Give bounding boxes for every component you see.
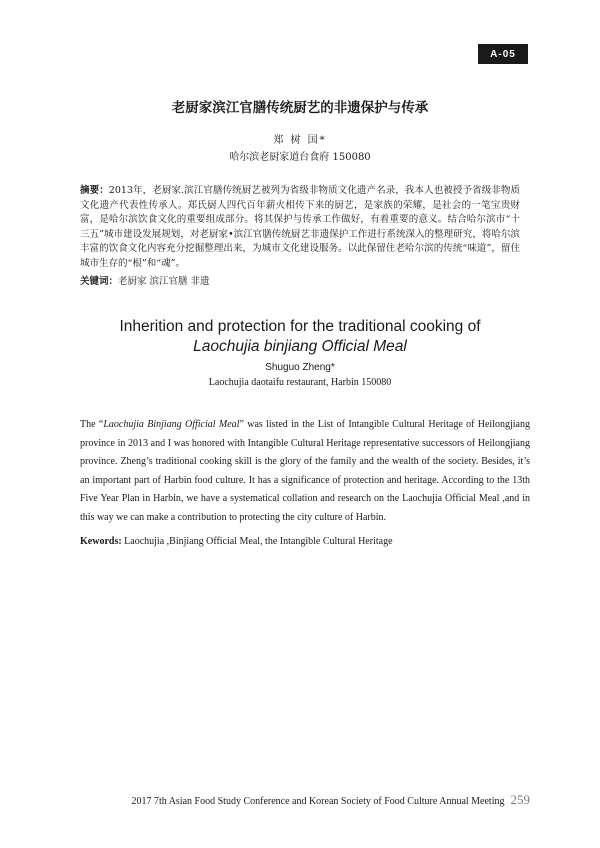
english-abstract-body: ” was listed in the List of Intangible Cultural Heritage of Heilongjiang province in 2013 and I was honored with Intangible Cultural Heritage representative successors of Heilongjiang province. Zheng’s traditional cooking skill is the glory of the family and the wealth of the society. Besides, it’s an important part of Harbin food culture. It has a significance of protection and heritage. According to the 13th Five Year Plan in Harbin, we have a systematical collation and research on the Laochujia Official Meal ,and in this way we can make a contribution to protecting the city culture of Harbin. <box>80 419 530 523</box>
chinese-abstract <box>80 184 520 271</box>
chinese-keywords-text: 老厨家 滨江官膳 非遗 <box>118 276 210 287</box>
chinese-abstract-label: 摘要： <box>80 185 109 196</box>
english-author: Shuguo Zheng* <box>265 362 335 373</box>
english-title <box>0 317 600 357</box>
english-keywords-label: Kewords: <box>80 536 122 547</box>
chinese-abstract-text: 2013年，老厨家.滨江官膳传统厨艺被列为省级非物质文化遗产名录，我本人也被授予省级非物质文化遗产代表性传承人。郑氏厨人四代百年薪火相传下来的厨艺，是家族的荣耀，是社会的一笔宝贵财富，是哈尔滨饮食文化的重要组成部分。将其保护与传承工作做好，有着重要的意义。结合哈尔滨市“十三五”城市建设发展规划，对老厨家•滨江官膳传统厨艺非遗保护工作进行系统深入的整理研究，将哈尔滨丰富的饮食文化内容充分挖掘整理出来，为城市文化建设服务。以此保留住老哈尔滨的传统“味道”，留住城市生存的“根”和“魂”。 <box>80 185 520 269</box>
english-title-line1: Inherition and protection for the traditional cooking of <box>119 318 481 335</box>
chinese-author: 郑 树 国* <box>273 135 327 146</box>
english-abstract-open: The “ <box>80 419 104 430</box>
page-number: 259 <box>510 792 530 807</box>
english-keywords-text: Laochujia ,Binjiang Official Meal, the Intangible Cultural Heritage <box>124 536 393 547</box>
english-keywords <box>80 536 393 547</box>
english-abstract-italic-title: Laochujia Binjiang Official Meal <box>103 419 240 430</box>
english-title-line2: Laochujia binjiang Official Meal <box>193 338 407 355</box>
chinese-affiliation: 哈尔滨老厨家道台食府 150080 <box>229 152 371 163</box>
chinese-keywords <box>80 273 210 287</box>
english-abstract <box>80 416 530 527</box>
chinese-keywords-label: 关键词： <box>80 276 119 287</box>
chinese-title: 老厨家滨江官膳传统厨艺的非遗保护与传承 <box>171 100 429 116</box>
english-affiliation: Laochujia daotaifu restaurant, Harbin 150080 <box>208 377 392 388</box>
footer-conference: 2017 7th Asian Food Study Conference and Korean Society of Food Culture Annual Meeting <box>131 796 505 807</box>
session-code-badge: A-05 <box>478 44 528 64</box>
page-footer <box>80 792 530 808</box>
